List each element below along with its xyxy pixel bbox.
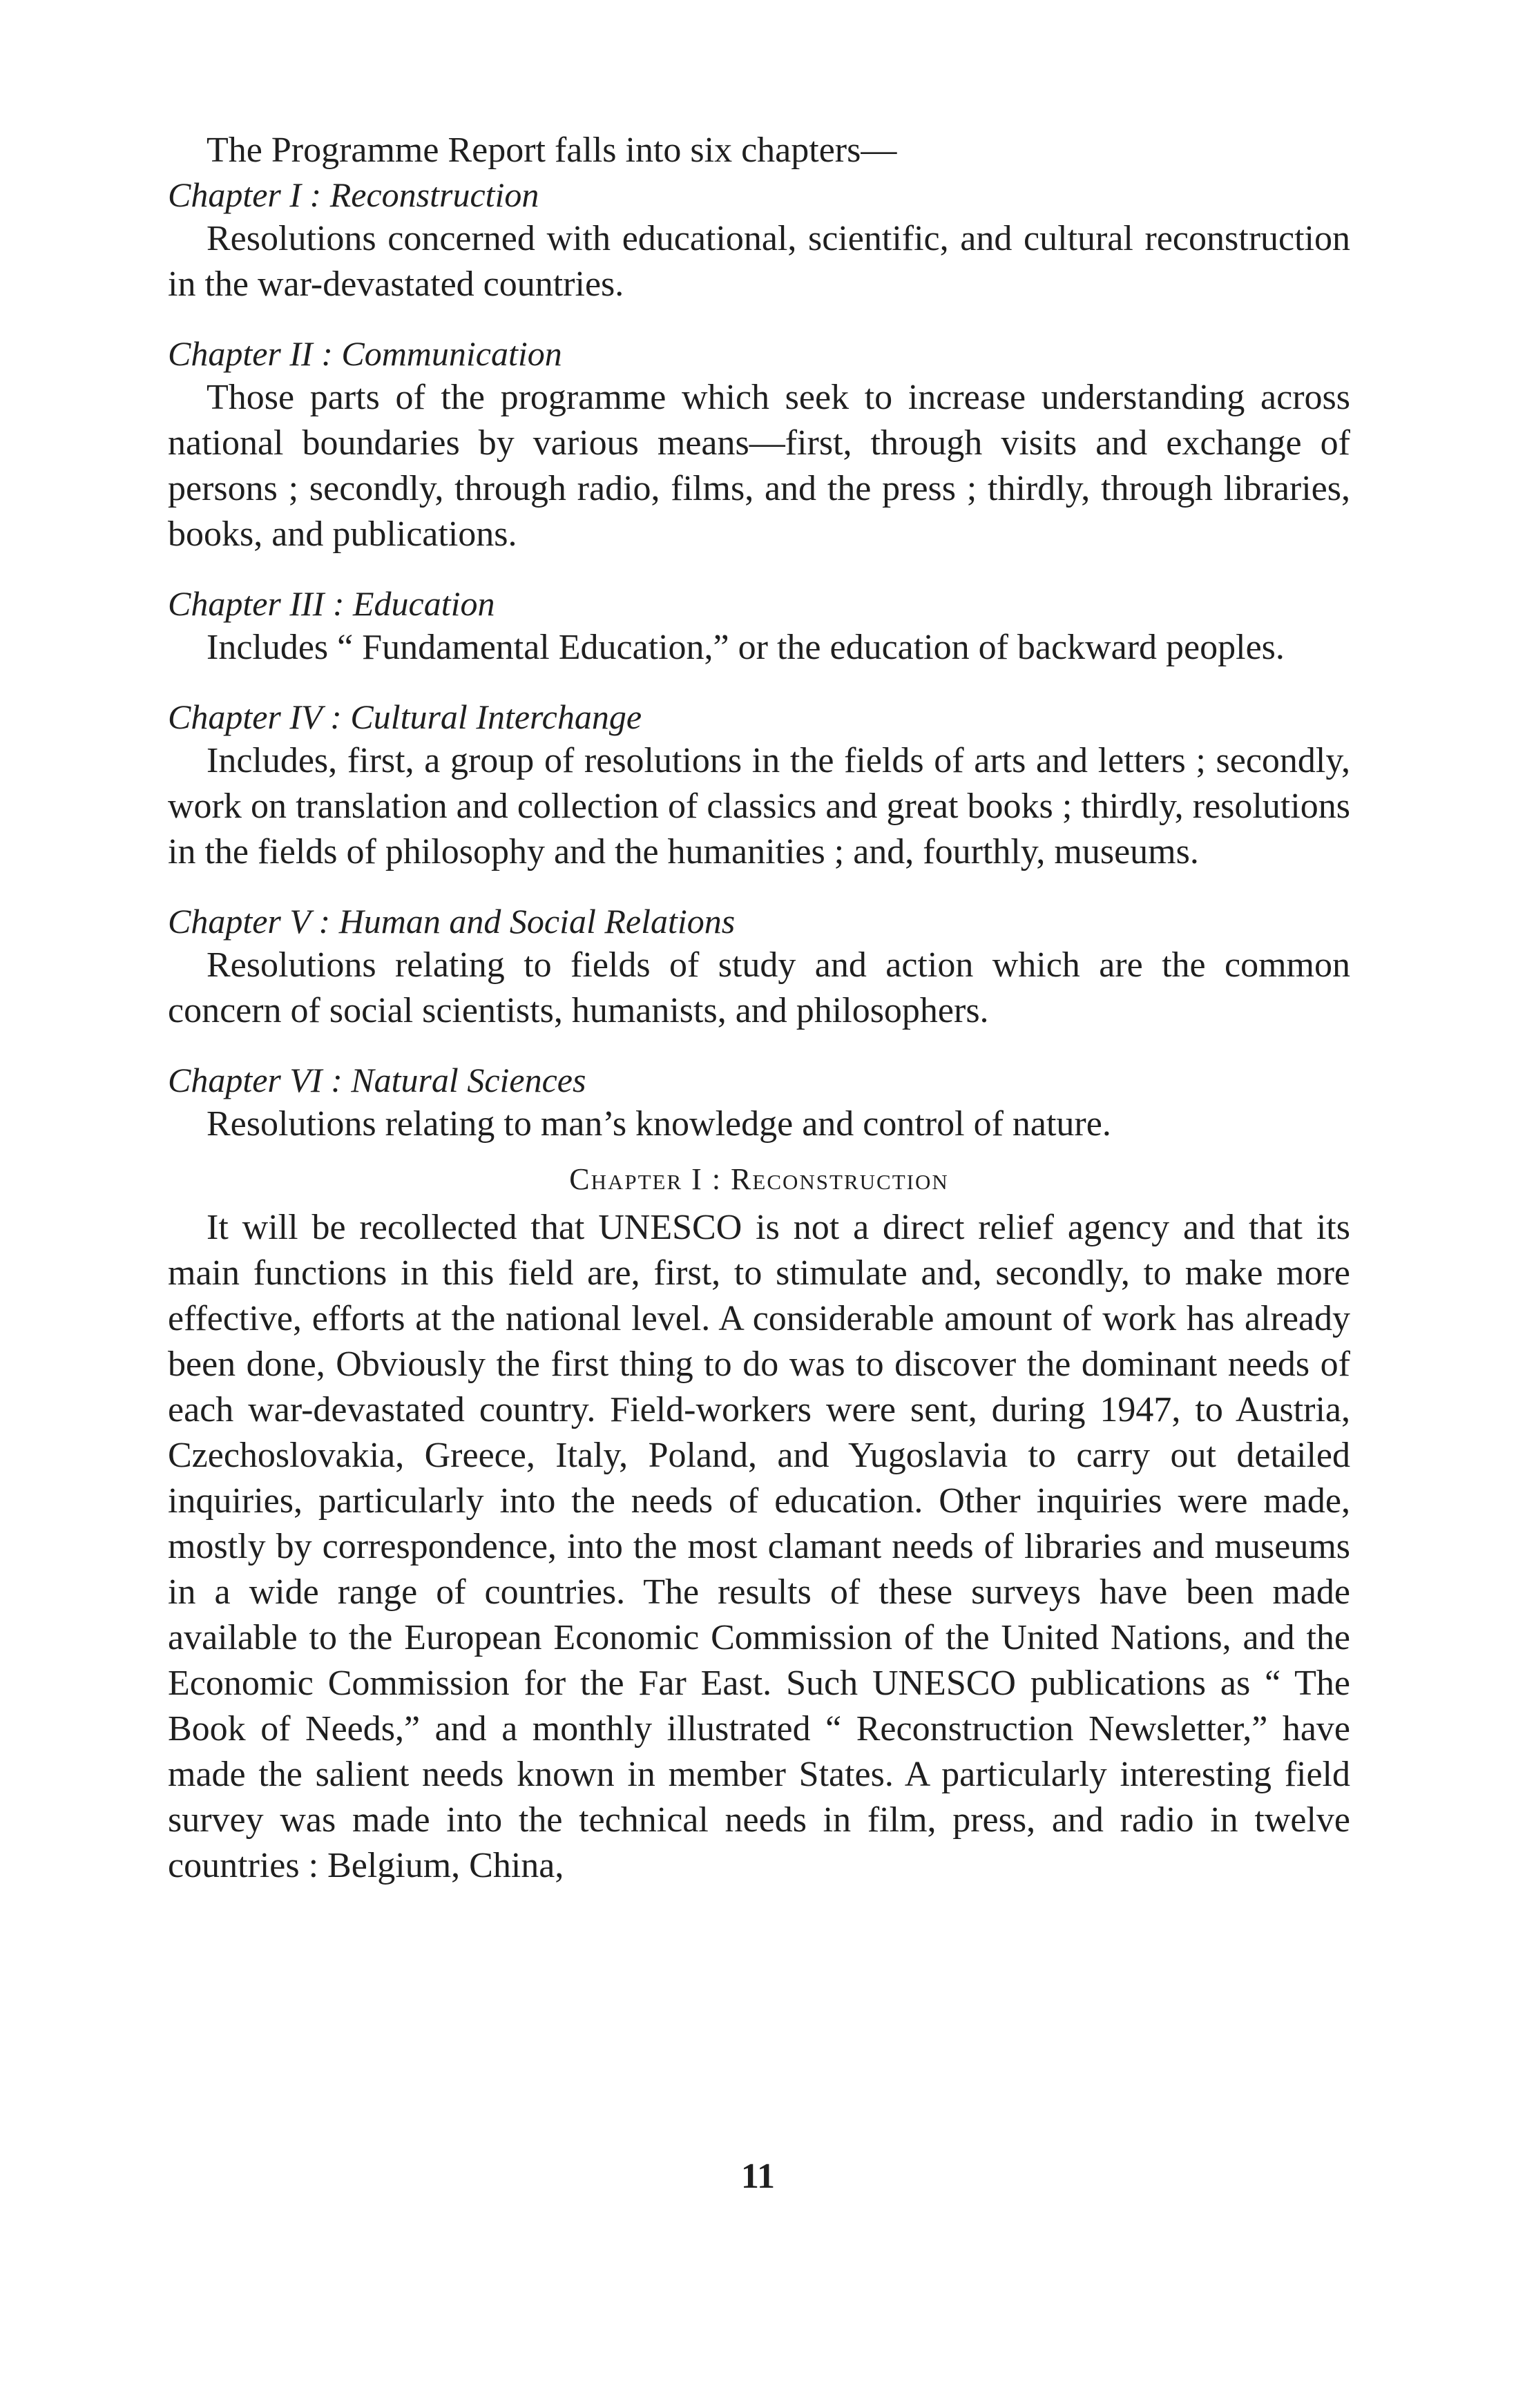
page-number: 11 [740, 2157, 776, 2196]
chapter-entry-2 [168, 332, 1350, 557]
chapter-heading: Chapter VI : Natural Sciences [168, 1061, 586, 1099]
chapter-description: Includes, first, a group of resolutions in the fields of arts and letters ; secondly, work on translation and collection of classics and great books ; thirdly, resolutions in the fields of philosophy and the humanities ; and, fourthly, museums. [168, 741, 1350, 871]
section-heading: Chapter I : Reconstruction [569, 1162, 949, 1196]
chapter-entry-5 [168, 900, 1350, 1034]
chapter-heading: Chapter III : Education [168, 584, 495, 623]
chapter-description: Resolutions concerned with educational, scientific, and cultural reconstruction in the war-devastated countries. [168, 219, 1350, 304]
chapter-description: Includes “ Fundamental Education,” or the education of backward peoples. [207, 628, 1285, 667]
chapter-description: Those parts of the programme which seek to increase understanding across national boundaries by various means—first, through visits and exchange of persons ; secondly, through radio, films, and the press ; thirdly, through libraries, books, and publications. [168, 378, 1350, 554]
intro-line: The Programme Report falls into six chapters— [207, 131, 897, 170]
chapter-list [168, 128, 1350, 1889]
chapter-heading: Chapter II : Communication [168, 334, 562, 373]
chapter-entry-3 [168, 582, 1350, 671]
chapter-heading: Chapter I : Reconstruction [168, 175, 539, 214]
chapter-entry-4 [168, 695, 1350, 875]
chapter-description: Resolutions relating to man’s knowledge and control of nature. [207, 1104, 1111, 1144]
section-body: It will be recollected that UNESCO is not a direct relief agency and that its main functions in this field are, first, to stimulate and, secondly, to make more effective, efforts at the national level. A considerable amount of work has already been done, Obviously the first thing to do was to discover the dominant needs of each war-devastated country. Field-workers were sent, during 1947, to Austria, Czechoslovakia, Greece, Italy, Poland, and Yugoslavia to carry out detailed inquiries, particularly into the needs of education. Other inquiries were made, mostly by correspondence, into the most clamant needs of libraries and museums in a wide range of countries. The results of these surveys have been made available to the European Economic Commission of the United Nations, and the Economic Commission for the Far East. Such UNESCO publications as “ The Book of Needs,” and a monthly illustrated “ Reconstruction Newsletter,” have made the salient needs known in member States. A particularly interesting field survey was made into the technical needs in film, press, and radio in twelve countries : Belgium, China, [168, 1208, 1350, 1885]
chapter-heading: Chapter V : Human and Social Relations [168, 902, 736, 941]
chapter-entry-1 [168, 173, 1350, 307]
chapter-entry-6 [168, 1059, 1350, 1147]
chapter-heading: Chapter IV : Cultural Interchange [168, 697, 642, 736]
chapter-description: Resolutions relating to fields of study and action which are the common concern of social scientists, humanists, and philosophers. [168, 945, 1350, 1030]
